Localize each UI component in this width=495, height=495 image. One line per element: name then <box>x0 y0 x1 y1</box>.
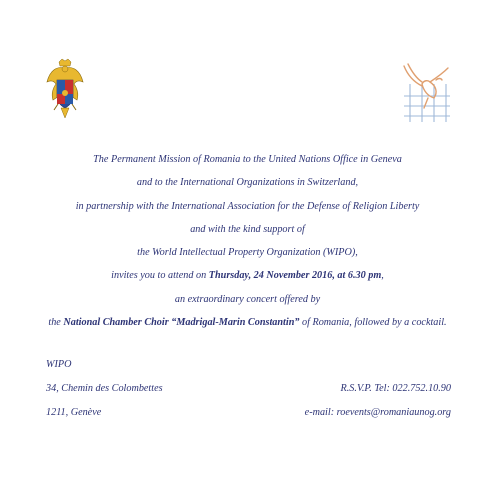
invitation-line: and with the kind support of <box>190 223 305 235</box>
dove-grid-logo-icon <box>400 62 452 124</box>
invite-date: Thursday, 24 November 2016, at 6.30 pm <box>208 270 382 282</box>
venue-address <box>46 353 163 425</box>
invitation-line: in partnership with the International Association for the Defense of Religion Liberty <box>75 200 420 212</box>
invitation-line: and to the International Organizations in Switzerland, <box>136 177 359 189</box>
venue-name: WIPO <box>46 359 72 370</box>
invitation-line: the World Intellectual Property Organization (WIPO), <box>137 247 358 259</box>
choir-suffix: of Romania, followed by a cocktail. <box>299 317 447 329</box>
romania-coat-of-arms-icon <box>45 58 85 124</box>
choir-prefix: the <box>48 317 64 329</box>
invitation-line: The Permanent Mission of Romania to the United Nations Office in Geneva <box>93 154 402 165</box>
invite-suffix: , <box>381 270 384 282</box>
choir-line <box>20 311 475 334</box>
invitation-text <box>20 148 475 334</box>
concert-line: an extraordinary concert offered by <box>174 293 321 305</box>
choir-name: National Chamber Choir “Madrigal-Marin Constantin” <box>63 317 300 329</box>
venue-city: 1211, Genève <box>46 407 102 418</box>
venue-street: 34, Chemin des Colombettes <box>46 383 163 394</box>
rsvp-phone: R.S.V.P. Tel: 022.752.10.90 <box>340 383 451 394</box>
rsvp-email: e-mail: roevents@romaniaunog.org <box>304 407 451 418</box>
invite-prefix: invites you to attend on <box>111 270 209 282</box>
rsvp-contact <box>305 377 451 425</box>
invitation-date-line <box>20 264 475 287</box>
